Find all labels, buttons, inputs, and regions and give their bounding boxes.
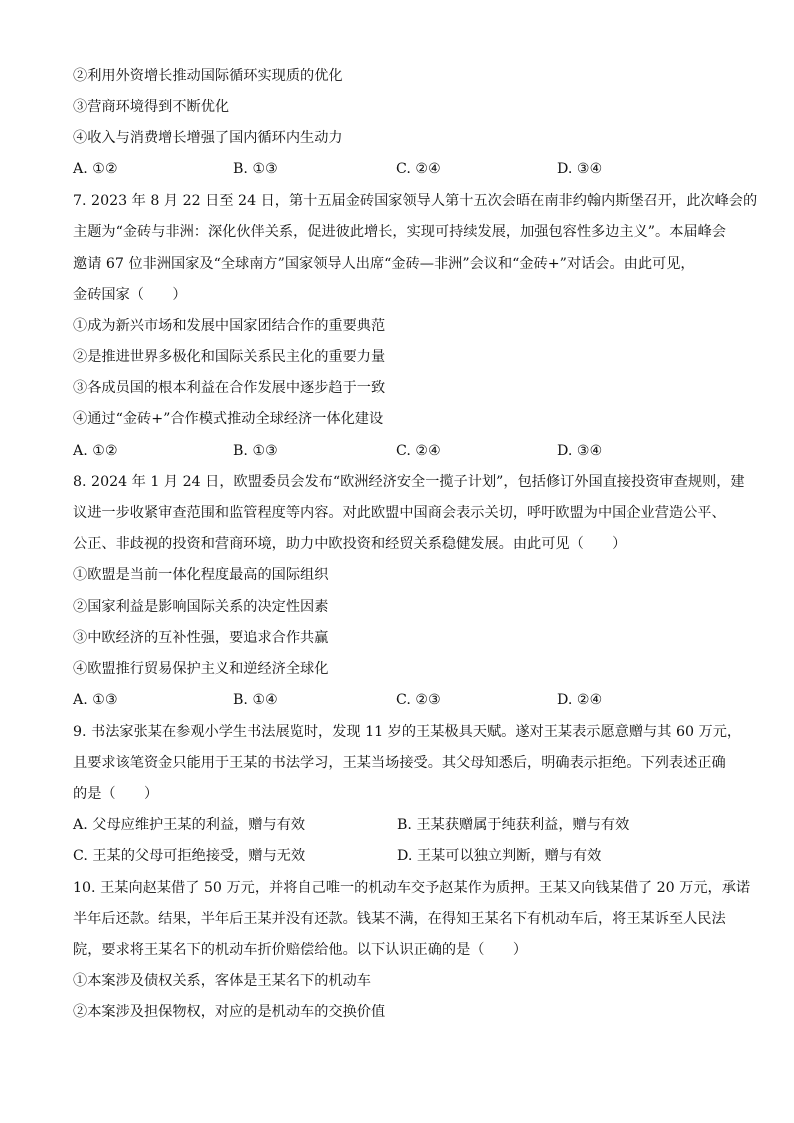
q7-stem-line-2: 主题为“金砖与非洲：深化伙伴关系，促进彼此增长，实现可持续发展，加强包容性多边主义”。本届峰会 <box>73 224 726 240</box>
q7-item-1: ①成为新兴市场和发展中国家团结合作的重要典范 <box>73 318 386 334</box>
q10-stem-line-1: 10. 王某向赵某借了 50 万元，并将自己唯一的机动车交予赵某作为质押。王某又向钱某借了 20 万元，承诺 <box>73 880 751 896</box>
q8-item-2: ②国家利益是影响国际关系的决定性因素 <box>73 599 329 615</box>
q6-option-a: A. ①② <box>73 161 118 177</box>
q6-item-3: ③营商环境得到不断优化 <box>73 99 230 115</box>
q9-stem-line-2: 且要求该笔资金只能用于王某的书法学习，王某当场接受。其父母知悉后，明确表示拒绝。下列表述正确 <box>73 755 726 771</box>
q10-item-1: ①本案涉及债权关系，客体是王某名下的机动车 <box>73 973 371 989</box>
q7-stem-line-1: 7. 2023 年 8 月 22 日至 24 日，第十五届金砖国家领导人第十五次会晤在南非约翰内斯堡召开，此次峰会的 <box>73 193 758 209</box>
q6-item-2: ②利用外资增长推动国际循环实现质的优化 <box>73 68 343 84</box>
q6-option-d: D. ③④ <box>557 161 603 177</box>
q10-item-2: ②本案涉及担保物权，对应的是机动车的交换价值 <box>73 1004 386 1020</box>
q8-option-d: D. ②④ <box>557 692 603 708</box>
q9-stem-line-1: 9. 书法家张某在参观小学生书法展览时，发现 11 岁的王某极具天赋。遂对王某表示愿意赠与其 60 万元， <box>73 724 742 740</box>
q9-option-c: C. 王某的父母可拒绝接受，赠与无效 <box>73 848 306 864</box>
q7-item-2: ②是推进世界多极化和国际关系民主化的重要力量 <box>73 349 386 365</box>
q9-option-b: B. 王某获赠属于纯获利益，赠与有效 <box>397 817 630 833</box>
q7-option-d: D. ③④ <box>557 443 603 459</box>
q8-item-3: ③中欧经济的互补性强，要追求合作共赢 <box>73 630 329 646</box>
q8-stem-line-1: 8. 2024 年 1 月 24 日，欧盟委员会发布“欧洲经济安全一揽子计划”，包括修订外国直接投资审查规则，建 <box>73 474 745 490</box>
q8-option-b: B. ①④ <box>233 692 278 708</box>
q6-item-4: ④收入与消费增长增强了国内循环内生动力 <box>73 130 343 146</box>
q8-option-c: C. ②③ <box>396 692 441 708</box>
q7-option-a: A. ①② <box>73 443 118 459</box>
q10-stem-line-2: 半年后还款。结果，半年后王某并没有还款。钱某不满，在得知王某名下有机动车后，将王某诉至人民法 <box>73 911 726 927</box>
q9-option-d: D. 王某可以独立判断，赠与有效 <box>397 848 602 864</box>
q7-option-b: B. ①③ <box>233 443 278 459</box>
q7-stem-line-4: 金砖国家（ ） <box>73 287 187 303</box>
q6-option-c: C. ②④ <box>396 161 441 177</box>
q7-item-3: ③各成员国的根本利益在合作发展中逐步趋于一致 <box>73 380 386 396</box>
q8-item-1: ①欧盟是当前一体化程度最高的国际组织 <box>73 567 329 583</box>
q7-item-4: ④通过“金砖+”合作模式推动全球经济一体化建设 <box>73 411 384 427</box>
q8-stem-line-3: 公正、非歧视的投资和营商环境，助力中欧投资和经贸关系稳健发展。由此可见（ ） <box>73 536 627 552</box>
q8-stem-line-2: 议进一步收紧审查范围和监管程度等内容。对此欧盟中国商会表示关切，呼吁欧盟为中国企业营造公平、 <box>73 505 726 521</box>
q7-stem-line-3: 邀请 67 位非洲国家及“全球南方”国家领导人出席“金砖—非洲”会议和“金砖+”对话会。由此可见， <box>73 256 695 272</box>
q7-option-c: C. ②④ <box>396 443 441 459</box>
q8-item-4: ④欧盟推行贸易保护主义和逆经济全球化 <box>73 661 329 677</box>
q9-option-a: A. 父母应维护王某的利益，赠与有效 <box>73 817 306 833</box>
q10-stem-line-3: 院，要求将王某名下的机动车折价赔偿给他。以下认识正确的是（ ） <box>73 942 528 958</box>
q9-stem-line-3: 的是（ ） <box>73 786 159 802</box>
q8-option-a: A. ①③ <box>73 692 118 708</box>
q6-option-b: B. ①③ <box>233 161 278 177</box>
